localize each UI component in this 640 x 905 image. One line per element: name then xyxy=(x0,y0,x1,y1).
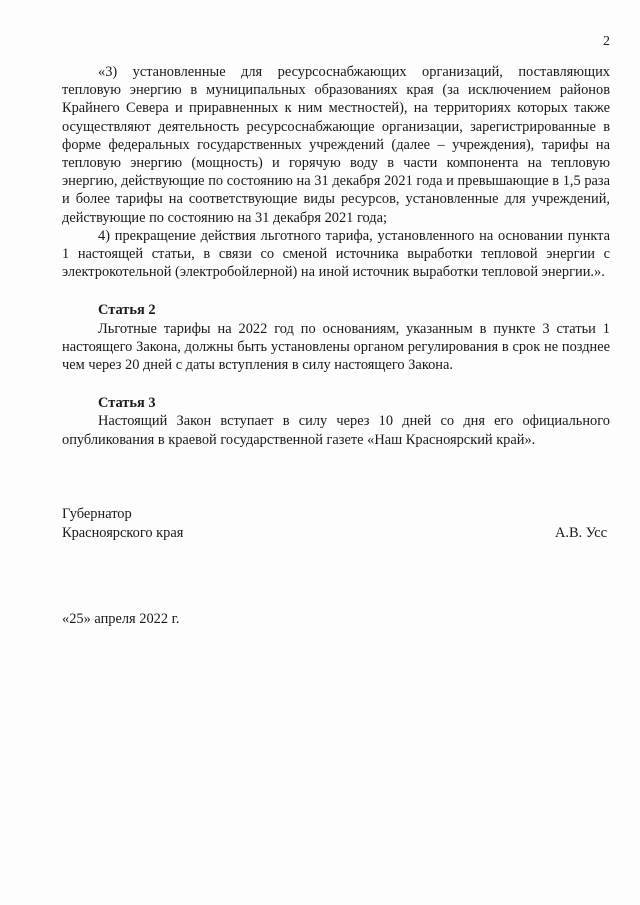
paragraph-item-4: 4) прекращение действия льготного тарифа, установленного на основании пункта 1 настоящей статьи, в связи со сменой источника выработки тепловой энергии с электрокотельной (электробойлерной) на иной источник выработки тепловой энергии.». xyxy=(62,227,610,281)
article-3-title: Статья 3 xyxy=(98,395,156,412)
paragraph-item-3: «3) установленные для ресурсоснабжающих организаций, поставляющих тепловую энергию в муниципальных образованиях края (за исключением районов Крайнего Севера и приравненных к ним местностей), на территориях которых также осуществляют деятельность ресурсоснабжающие организации, зарегистрированные в форме федеральных государственных учреждений (далее – учреждения), тарифы на тепловую энергию (мощность) и горячую воду в части компонента на тепловую энергию, действующие по состоянию на 31 декабря 2021 года и превышающие в 1,5 раза и более тарифы на соответствующие виды ресурсов, установленные для учреждений, действующие по состоянию на 31 декабря 2021 года; xyxy=(62,64,610,226)
article-3 xyxy=(62,394,610,449)
article-2-title: Статья 2 xyxy=(98,302,156,319)
signer-title-line-1: Губернатор xyxy=(62,506,132,522)
law-body xyxy=(62,63,610,449)
page-number: 2 xyxy=(603,34,610,49)
signature-block xyxy=(62,505,610,543)
document-date: «25» апреля 2022 г. xyxy=(62,611,180,627)
signer-name: А.В. Усс xyxy=(554,525,607,541)
article-2 xyxy=(62,301,610,374)
article-2-text: Льготные тарифы на 2022 год по основаниям, указанным в пункте 3 статьи 1 настоящего Закона, должны быть установлены органом регулирования в срок не позднее чем через 20 дней с даты вступления в силу настоящего Закона. xyxy=(62,320,610,374)
article-3-text: Настоящий Закон вступает в силу через 10 дней со дня его официального опубликования в краевой государственной газете «Наш Красноярский край». xyxy=(62,413,610,448)
signer-title-line-2: Красноярского края xyxy=(62,525,184,541)
